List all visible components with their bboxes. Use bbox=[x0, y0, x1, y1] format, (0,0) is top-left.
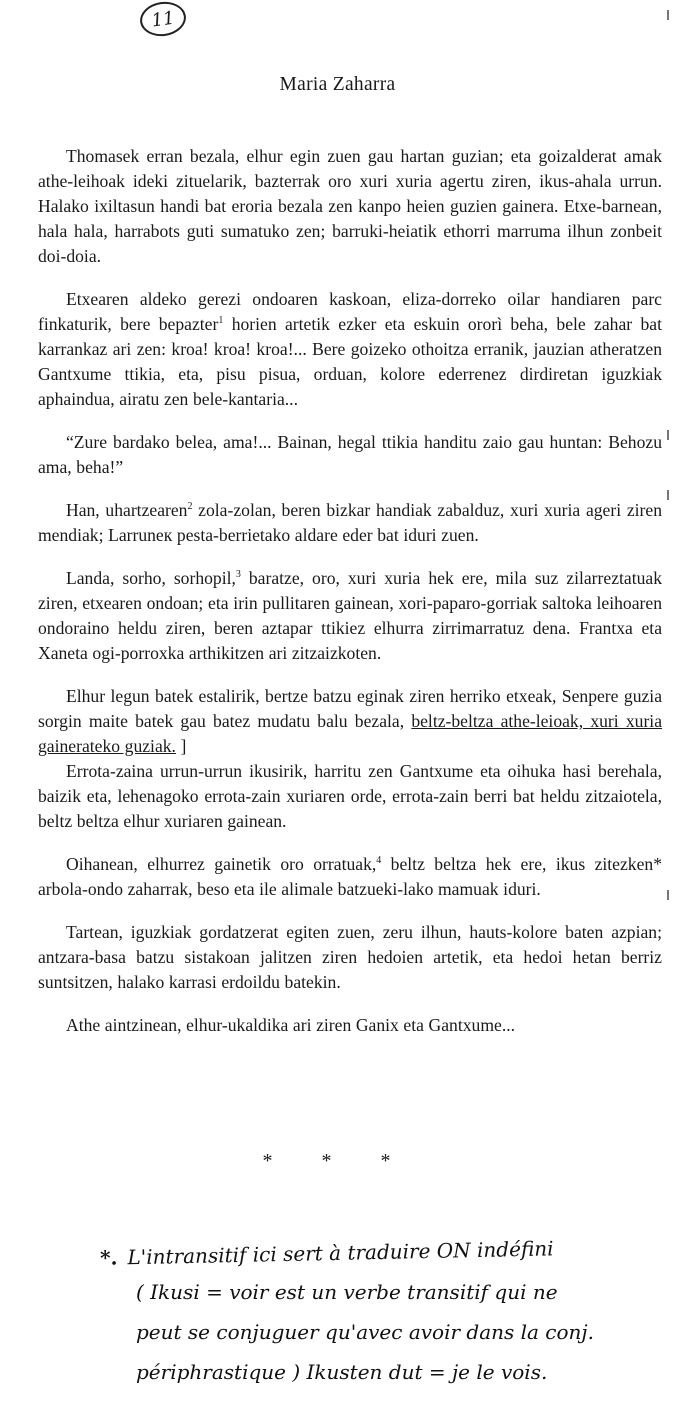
paragraph-text: horien artetik ezker eta eskuin ororì beha, bele zahar bat karrankaz ari zen: kroa! kroa! kroa!... Bere goizeko othoitza erranik, jauzian atheratzen Gantxume ttikia, eta, pisu pisua, orduan, kolore ederrenez dirdiretan iguzkiak aphaindua, airatu zen bele-kantaria... bbox=[38, 314, 662, 409]
paragraph bbox=[38, 684, 662, 759]
margin-tick bbox=[667, 890, 669, 900]
paragraph-text: ] bbox=[175, 736, 187, 756]
paragraph-text: Han, uhartzearen bbox=[66, 500, 188, 520]
paragraph-text: beltz beltza hek ere, ikus zitezken* arbola-ondo zaharrak, beso eta ile alimale batzueki-lako mamuak iduri. bbox=[38, 854, 662, 899]
paragraph-text: Landa, sorho, sorhopil, bbox=[66, 568, 236, 588]
margin-tick bbox=[667, 490, 669, 500]
paragraph bbox=[38, 287, 662, 412]
page-number-text: 11 bbox=[150, 7, 176, 31]
note-line-3: peut se conjuguer qu'avec avoir dans la conj. bbox=[136, 1320, 594, 1344]
paragraph-text: Oihanean, elhurrez gainetik oro orratuak, bbox=[66, 854, 377, 874]
margin-tick bbox=[667, 430, 669, 440]
paragraph-text: Tartean, iguzkiak gordatzerat egiten zuen, zeru ilhun, hauts-kolore baten azpian; antzara-basa batzu sistakoan jalitzen ziren hedoien artetik, eta hedoi hetan berriz suntsitzen, halako karrasi erdoildu batekin. bbox=[38, 922, 662, 992]
note-text-1: L'intransitif ici sert à traduire ON indéfini bbox=[127, 1236, 554, 1270]
paragraph bbox=[38, 852, 662, 902]
page-title: Maria Zaharra bbox=[279, 74, 396, 95]
paragraph bbox=[38, 144, 662, 269]
note-marker: *. bbox=[99, 1245, 118, 1270]
footnote-ref: 1 bbox=[218, 315, 224, 327]
paragraph bbox=[38, 1013, 662, 1038]
paragraph-text: “Zure bardako belea, ama!... Bainan, hegal ttikia handitu zaio gau huntan: Behozu ama, beha!” bbox=[38, 432, 662, 477]
margin-tick bbox=[667, 10, 669, 20]
paragraph-text: Athe aintzinean, elhur-ukaldika ari ziren Ganix eta Gantxume... bbox=[66, 1015, 516, 1035]
paragraph-text: zola-zolan, beren bizkar handiak zabalduz, xuri xuria ageri ziren mendiak; Larruneк pesta-berrietako aldare eder bat iduri zuen. bbox=[38, 500, 662, 545]
footnote-ref: 4 bbox=[376, 855, 382, 867]
body-text bbox=[38, 144, 662, 1038]
underlined-text: beltz-beltza athe-leioak, xuri xuria gainerateko guziak. bbox=[38, 711, 663, 756]
paragraph-text: Etxearen aldeko gerezi ondoaren kaskoan, eliza-dorreko oilar handiaren parc finkaturik, bere bepazter bbox=[38, 289, 662, 334]
section-ornament: * * * bbox=[262, 1150, 413, 1172]
paragraph bbox=[38, 759, 662, 834]
paragraph bbox=[38, 920, 662, 995]
note-line-4: périphrastique ) Ikusten dut = je le vois. bbox=[136, 1360, 548, 1384]
paragraph bbox=[38, 566, 662, 666]
paragraph bbox=[38, 430, 662, 480]
note-line-1 bbox=[100, 1226, 661, 1278]
page-number bbox=[138, 0, 188, 39]
paragraph-text: baratze, oro, xuri xuria hek ere, mila suz zilarreztatuak ziren, etxearen ondoan; eta irin pullitaren gainean, xori-paparo-gorriak saltoka leihoaren ondoraino heldu ziren, beren aztapar ttikiez elhurra zirrimarratuz dena. Frantxa eta Xaneta ogi-porroxka arthikitzen ari zitzaizkoten. bbox=[38, 568, 662, 663]
paragraph bbox=[38, 498, 662, 548]
paragraph-text: Elhur legun batek estalirik, bertze batzu eginak ziren herriko etxeak, Senpere guzia sorgin maite batek gau batez mudatu balu bezala, bbox=[38, 686, 662, 731]
footnote-ref: 3 bbox=[235, 569, 241, 581]
footnote-ref: 2 bbox=[187, 501, 193, 513]
paragraph-text: Errota-zaina urrun-urrun ikusirik, harritu zen Gantxume eta oihuka hasi berehala, baizik eta, lehenagoko errota-zain xuriaren orde, errota-zain berri bat heldu zitzaiotela, beltz beltza elhur xuriaren gainean. bbox=[38, 761, 662, 831]
note-line-2: ( Ikusi = voir est un verbe transitif qui ne bbox=[136, 1280, 558, 1304]
handwritten-note bbox=[100, 1232, 660, 1392]
paragraph-text: Thomasek erran bezala, elhur egin zuen gau hartan guzian; eta goizalderat amak athe-leihoak ideki zituelarik, bazterrak oro xuri xuria agertu ziren, ikus-ahala urrun. Halako ixiltasun handi bat eroria bezala zen kanpo heien guzien gainera. Etxe-barnean, hala hala, harrabots guti sumatuko zen; barruki-heiatik ethorri marruma ilhun zonbeit doi-doia. bbox=[38, 146, 662, 266]
